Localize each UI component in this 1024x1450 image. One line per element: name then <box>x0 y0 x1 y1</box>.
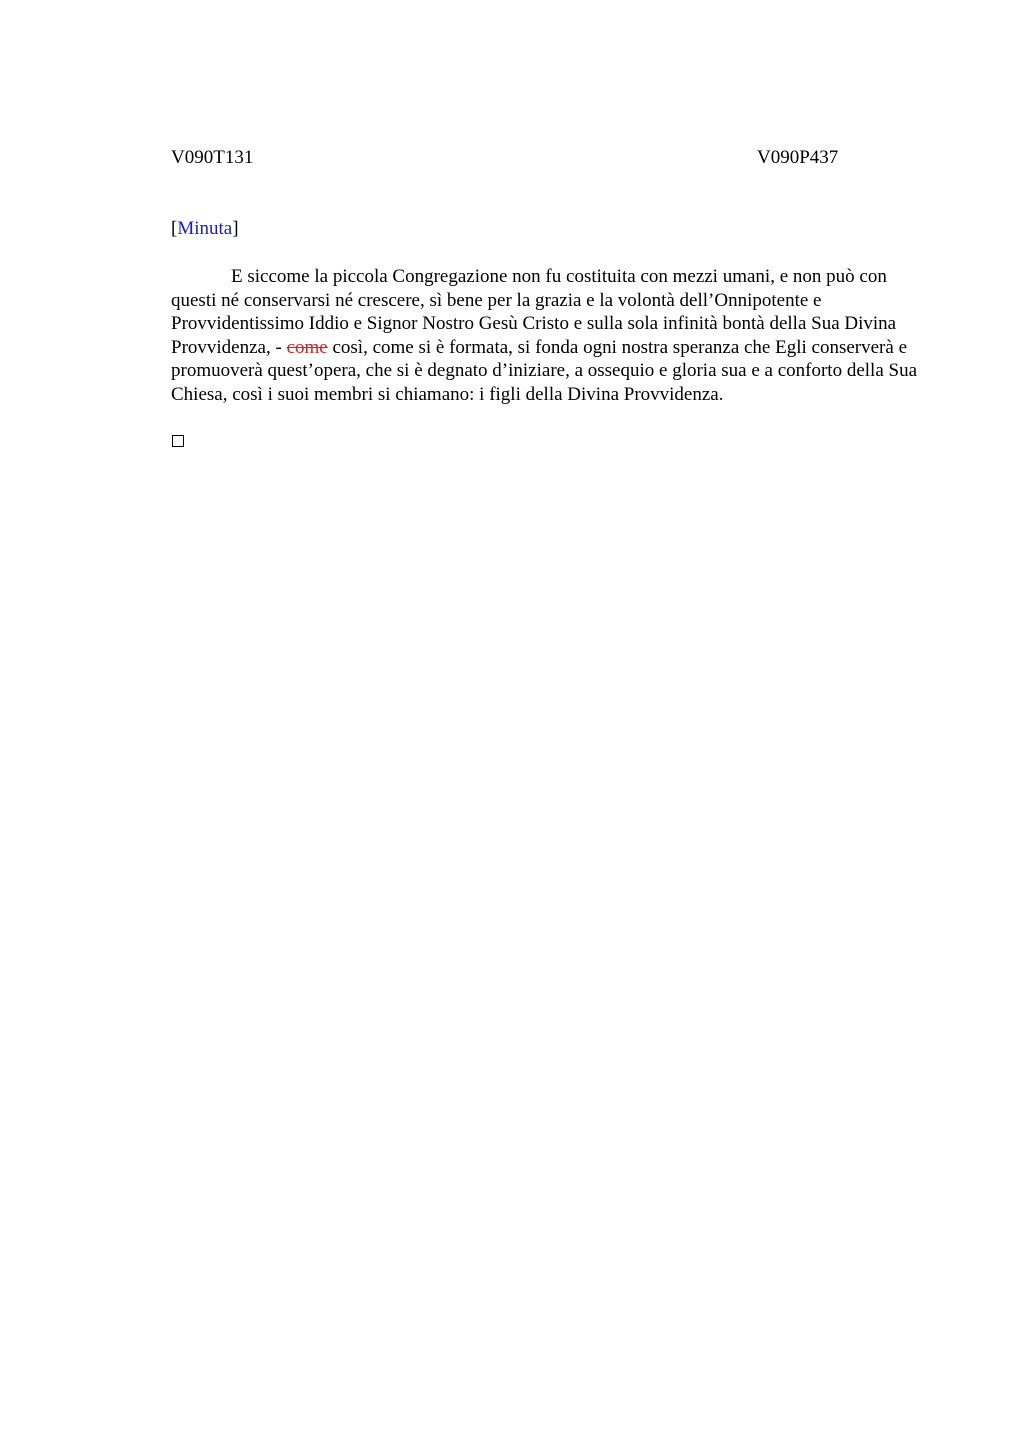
square-outline-icon <box>172 435 184 447</box>
body-text-part-2: così, come si è formata, si fonda ogni nostra speranza che Egli conserverà e promuoverà quest’opera, che si è degnato d’iniziare, a ossequio e gloria sua e a conforto della Sua Chiesa, così i suoi membri si chiamano: i figli della Divina Provvidenza. <box>171 336 918 405</box>
label-close-bracket: ] <box>232 218 239 239</box>
label-text: Minuta <box>177 218 233 239</box>
body-paragraph <box>171 265 931 407</box>
label-open-bracket: [ <box>171 218 178 239</box>
document-ref-right: V090P437 <box>757 147 839 168</box>
body-text-part-1: E siccome la piccola Congregazione non fu costituita con mezzi umani, e non può con questi né conservarsi né crescere, sì bene per la grazia e la volontà dell’Onnipotente e Provvidentissimo Iddio e Signor Nostro Gesù Cristo e sulla sola infinità bontà della Sua Divina Provvidenza, - <box>171 266 897 358</box>
deleted-word: come <box>286 336 328 358</box>
document-ref-left: V090T131 <box>171 147 254 168</box>
document-label <box>171 217 239 241</box>
